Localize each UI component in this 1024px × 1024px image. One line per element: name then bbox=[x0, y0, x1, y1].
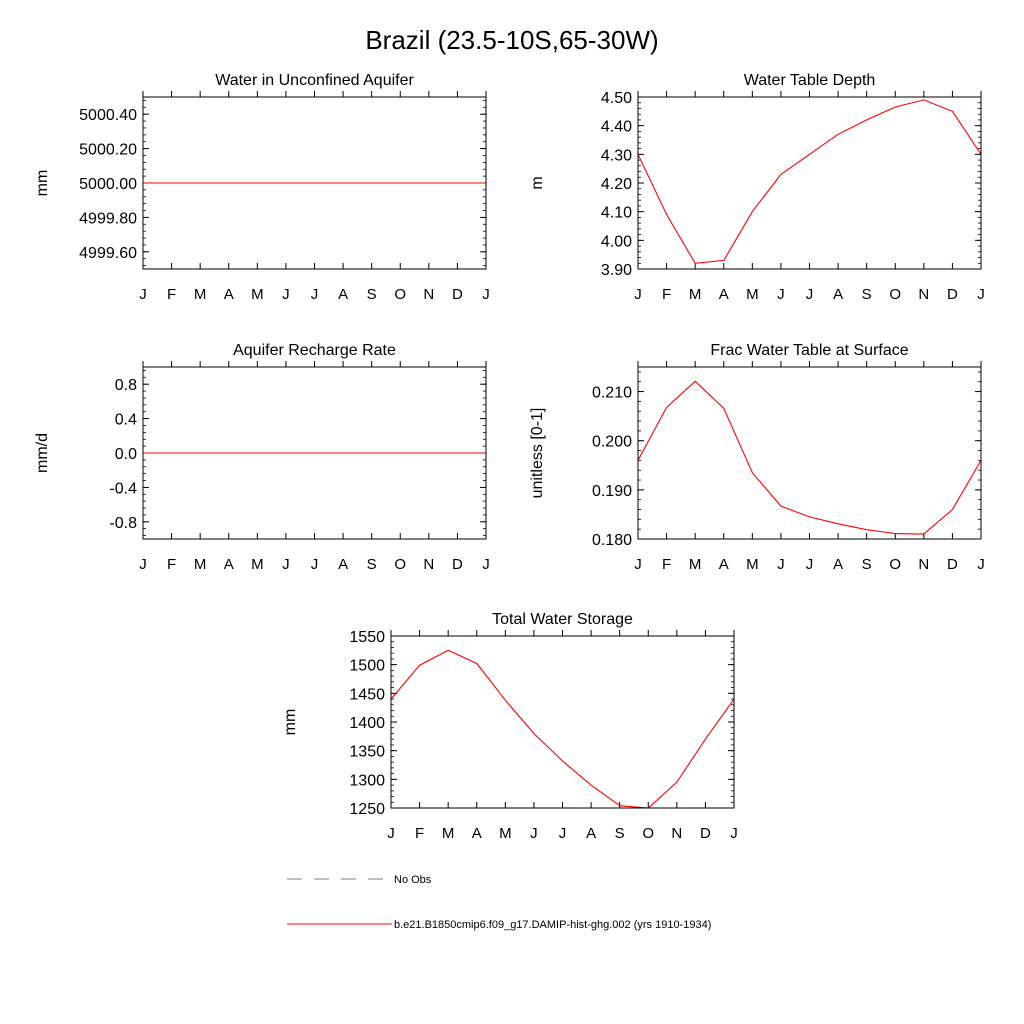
series-line-0 bbox=[391, 650, 734, 808]
x-tick-label-j: J bbox=[977, 286, 985, 303]
x-tick-label-a: A bbox=[223, 286, 234, 303]
y-tick-label: -0.4 bbox=[109, 480, 137, 498]
x-tick-label-j: J bbox=[482, 286, 490, 303]
x-tick-label-j: J bbox=[310, 556, 319, 573]
x-tick-label-n: N bbox=[918, 286, 930, 303]
y-tick-label: 4.30 bbox=[600, 147, 632, 165]
x-tick-label-a: A bbox=[833, 286, 844, 303]
x-tick-label-a: A bbox=[718, 286, 729, 303]
series-line-0 bbox=[638, 100, 981, 263]
chart-title: Total Water Storage bbox=[492, 611, 633, 628]
series-line-0 bbox=[638, 381, 981, 534]
x-tick-label-a: A bbox=[586, 825, 597, 842]
y-axis-label: mm bbox=[34, 169, 51, 197]
panel-aquifer-recharge-rate bbox=[34, 342, 490, 573]
x-tick-label-j: J bbox=[282, 286, 290, 303]
y-tick-label: 5000.00 bbox=[79, 176, 137, 193]
x-tick-label-m: M bbox=[688, 556, 702, 573]
x-tick-label-s: S bbox=[614, 825, 625, 842]
x-tick-label-j: J bbox=[558, 825, 567, 842]
x-tick-label-o: O bbox=[889, 556, 902, 573]
plot-frame bbox=[638, 97, 981, 269]
x-tick-label-j: J bbox=[139, 556, 147, 573]
y-axis-label: mm bbox=[282, 708, 299, 736]
y-tick-label: 5000.20 bbox=[79, 141, 137, 159]
y-tick-label: 0.180 bbox=[591, 532, 632, 549]
y-tick-label: 4.00 bbox=[600, 233, 632, 251]
x-tick-label-a: A bbox=[338, 556, 349, 573]
x-tick-label-f: F bbox=[414, 825, 425, 842]
x-tick-label-m: M bbox=[499, 825, 512, 842]
legend-item-no-obs bbox=[287, 874, 432, 886]
x-tick-label-m: M bbox=[688, 286, 702, 303]
x-tick-label-f: F bbox=[166, 556, 177, 573]
y-tick-label: 1250 bbox=[349, 801, 385, 818]
x-tick-label-f: F bbox=[661, 286, 672, 303]
x-tick-label-m: M bbox=[746, 286, 759, 303]
y-tick-label: 0.210 bbox=[591, 384, 632, 402]
x-tick-label-f: F bbox=[166, 286, 177, 303]
x-tick-label-j: J bbox=[977, 556, 985, 573]
y-tick-label: 1400 bbox=[349, 715, 385, 732]
x-tick-label-j: J bbox=[482, 556, 490, 573]
x-tick-label-j: J bbox=[530, 825, 538, 842]
x-tick-label-d: D bbox=[451, 286, 463, 303]
x-tick-label-j: J bbox=[730, 825, 738, 842]
y-axis-label: m bbox=[529, 176, 546, 190]
y-tick-label: 4.10 bbox=[600, 204, 632, 222]
y-tick-label: 4.50 bbox=[600, 90, 632, 107]
y-tick-label: 0.4 bbox=[114, 411, 137, 429]
plot-frame bbox=[391, 636, 734, 808]
y-tick-label: 1350 bbox=[349, 743, 385, 761]
x-tick-label-m: M bbox=[251, 556, 264, 573]
y-tick-label: 0.190 bbox=[591, 482, 632, 500]
x-tick-label-n: N bbox=[918, 556, 930, 573]
plot-frame bbox=[638, 367, 981, 539]
x-tick-label-d: D bbox=[946, 556, 958, 573]
x-tick-label-a: A bbox=[833, 556, 844, 573]
x-tick-label-j: J bbox=[282, 556, 290, 573]
x-tick-label-m: M bbox=[441, 825, 455, 842]
y-tick-label: 1450 bbox=[349, 686, 385, 704]
y-tick-label: 1550 bbox=[349, 629, 385, 646]
legend bbox=[287, 874, 711, 931]
panel-total-water-storage bbox=[282, 611, 738, 842]
chart-title: Water Table Depth bbox=[743, 72, 876, 89]
x-tick-label-m: M bbox=[193, 556, 207, 573]
x-tick-label-s: S bbox=[366, 286, 377, 303]
x-tick-label-m: M bbox=[251, 286, 264, 303]
x-tick-label-f: F bbox=[661, 556, 672, 573]
x-tick-label-s: S bbox=[366, 556, 377, 573]
y-tick-label: 4999.80 bbox=[79, 210, 137, 228]
x-tick-label-a: A bbox=[471, 825, 482, 842]
legend-label-no-obs: No Obs bbox=[394, 874, 432, 886]
x-tick-label-j: J bbox=[777, 286, 785, 303]
x-tick-label-m: M bbox=[193, 286, 207, 303]
x-tick-label-o: O bbox=[642, 825, 655, 842]
y-tick-label: 0.0 bbox=[114, 446, 137, 463]
x-tick-label-j: J bbox=[310, 286, 319, 303]
y-axis-label: unitless [0-1] bbox=[529, 407, 546, 499]
x-tick-label-a: A bbox=[338, 286, 349, 303]
y-tick-label: 4.20 bbox=[600, 176, 632, 193]
y-tick-label: 4.40 bbox=[600, 118, 632, 136]
y-tick-label: 0.200 bbox=[591, 433, 632, 451]
y-tick-label: 0.8 bbox=[114, 377, 137, 395]
x-tick-label-j: J bbox=[634, 286, 642, 303]
x-tick-label-n: N bbox=[423, 556, 435, 573]
x-tick-label-d: D bbox=[451, 556, 463, 573]
x-tick-label-o: O bbox=[394, 556, 407, 573]
y-tick-label: 1300 bbox=[349, 772, 385, 790]
x-tick-label-d: D bbox=[699, 825, 711, 842]
y-tick-label: 1500 bbox=[349, 657, 385, 675]
y-tick-label: -0.8 bbox=[109, 514, 137, 532]
x-tick-label-j: J bbox=[805, 556, 814, 573]
x-tick-label-j: J bbox=[139, 286, 147, 303]
x-tick-label-j: J bbox=[634, 556, 642, 573]
x-tick-label-d: D bbox=[946, 286, 958, 303]
x-tick-label-m: M bbox=[746, 556, 759, 573]
y-tick-label: 5000.40 bbox=[79, 107, 137, 125]
y-axis-label: mm/d bbox=[34, 433, 51, 473]
panel-water-in-unconfined-aquifer bbox=[34, 72, 490, 303]
chart-title: Aquifer Recharge Rate bbox=[233, 342, 396, 359]
x-tick-label-j: J bbox=[387, 825, 395, 842]
x-tick-label-o: O bbox=[394, 286, 407, 303]
x-tick-label-j: J bbox=[777, 556, 785, 573]
legend-label-model-run: b.e21.B1850cmip6.f09_g17.DAMIP-hist-ghg.002 (yrs 1910-1934) bbox=[394, 919, 712, 931]
legend-item-model-run bbox=[287, 919, 711, 931]
x-tick-label-s: S bbox=[861, 286, 872, 303]
x-tick-label-a: A bbox=[718, 556, 729, 573]
chart-title: Water in Unconfined Aquifer bbox=[215, 72, 414, 89]
x-tick-label-o: O bbox=[889, 286, 902, 303]
x-tick-label-n: N bbox=[423, 286, 435, 303]
y-tick-label: 4999.60 bbox=[79, 244, 137, 262]
x-tick-label-a: A bbox=[223, 556, 234, 573]
panel-water-table-depth bbox=[529, 72, 985, 303]
y-tick-label: 3.90 bbox=[600, 262, 632, 279]
figure-title: Brazil (23.5-10S,65-30W) bbox=[365, 25, 659, 55]
x-tick-label-j: J bbox=[805, 286, 814, 303]
x-tick-label-s: S bbox=[861, 556, 872, 573]
chart-title: Frac Water Table at Surface bbox=[710, 342, 909, 359]
panel-frac-water-table-at-surface bbox=[529, 342, 985, 573]
x-tick-label-n: N bbox=[671, 825, 683, 842]
